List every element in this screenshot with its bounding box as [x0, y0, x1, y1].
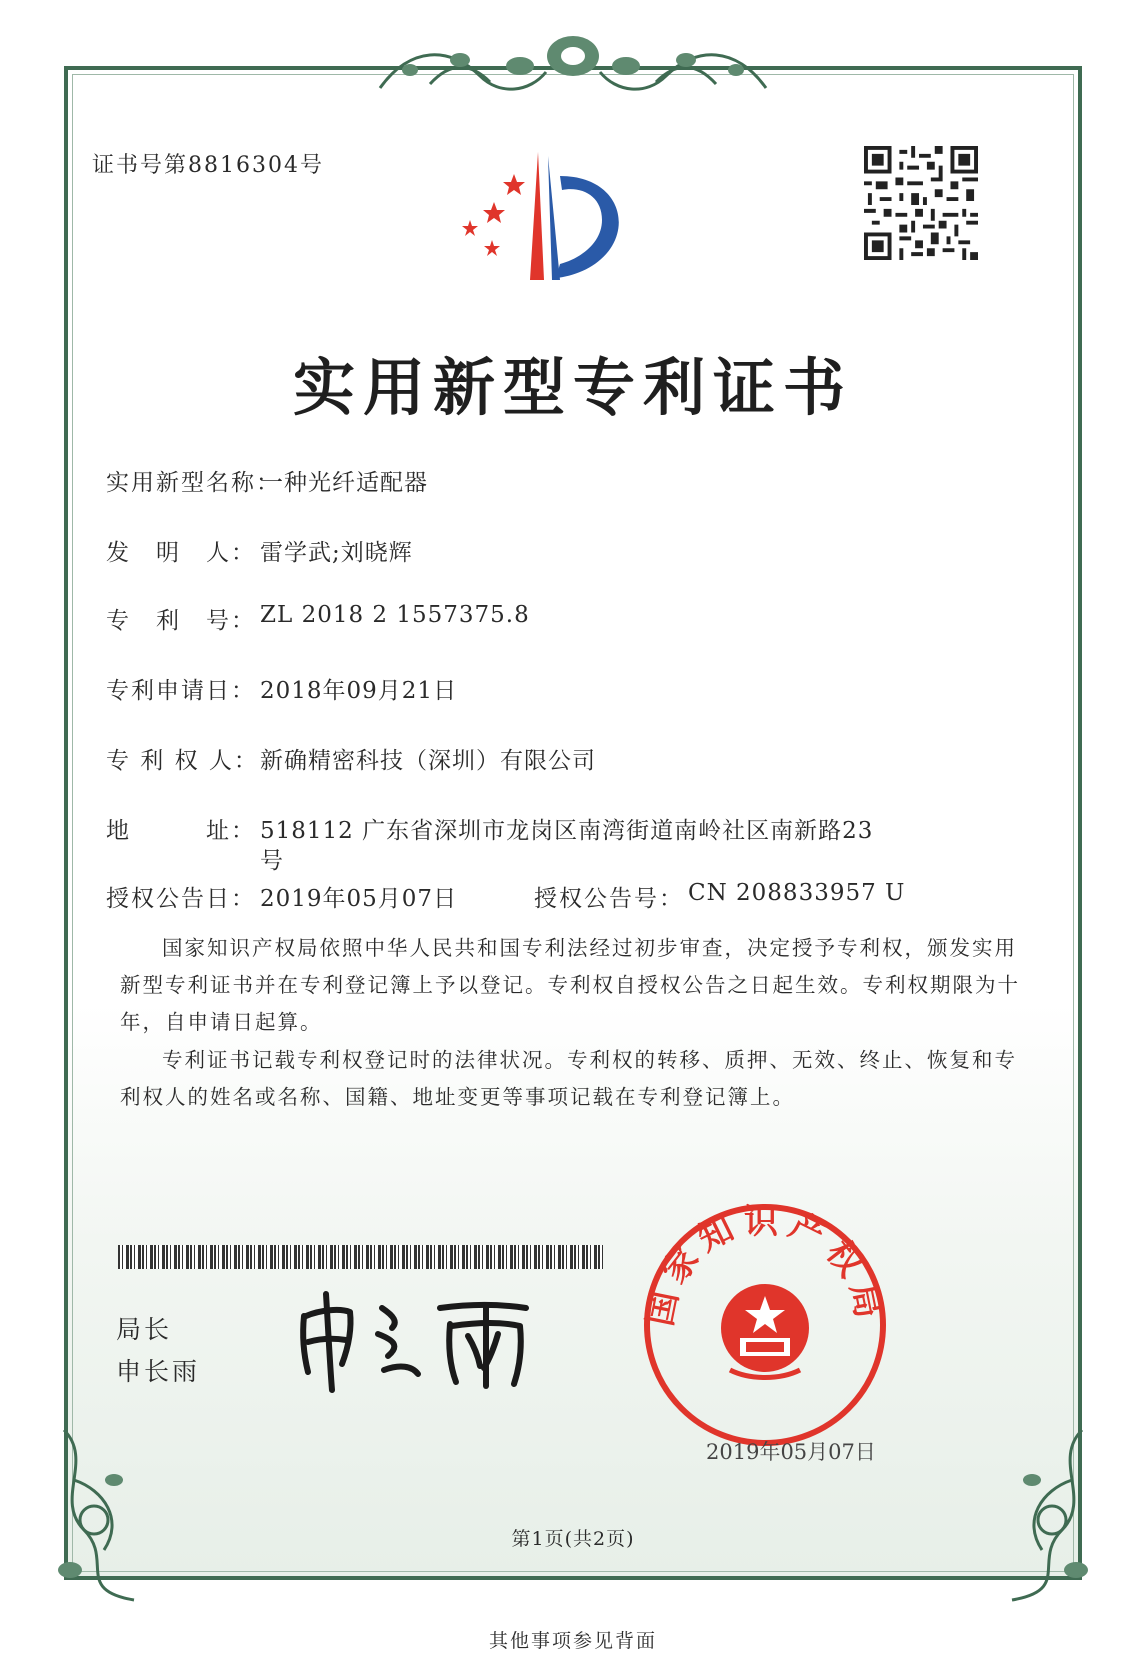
- grant-date-value: 2019年05月07日: [260, 886, 458, 912]
- qr-code-icon: [864, 146, 978, 260]
- legal-status-paragraph: 专利证书记载专利权登记时的法律状况。专利权的转移、质押、无效、终止、恢复和专利权人的姓名或名称、国籍、地址变更等事项记载在专利登记簿上。: [120, 1048, 1017, 1109]
- director-title: 局长: [116, 1315, 173, 1344]
- certificate-number: 证书号第8816304号: [92, 153, 324, 178]
- grant-number-label: 授权公告号：: [534, 886, 684, 912]
- utility-model-name-value: 一种光纤适配器: [260, 470, 428, 496]
- grant-statement-paragraph: 国家知识产权局依照中华人民共和国专利法经过初步审查，决定授予专利权，颁发实用新型专利证书并在专利登记簿上予以登记。专利权自授权公告之日起生效。专利权期限为十年，自申请日起算。: [120, 936, 1020, 1034]
- address-value-line1: 518112 广东省深圳市龙岗区南湾街道南岭社区南新路23: [260, 818, 874, 844]
- certificate-title: 实用新型专利证书: [292, 351, 853, 424]
- address-label: 地 址：: [106, 818, 256, 844]
- footer-note: 其他事项参见背面: [488, 1630, 657, 1652]
- inventor-value: 雷学武;刘晓辉: [260, 540, 413, 566]
- bottom-right-ornament-icon: [972, 1420, 1112, 1610]
- patentee-label: 专 利 权 人：: [106, 748, 259, 774]
- filing-date-value: 2018年09月21日: [260, 678, 458, 704]
- director-signature-icon: [290, 1286, 550, 1396]
- grant-date-label: 授权公告日：: [106, 886, 256, 912]
- patent-number-value: ZL 2018 2 1557375.8: [260, 602, 530, 628]
- inventor-label: 发 明 人：: [106, 540, 256, 566]
- official-seal-icon: [640, 1200, 890, 1450]
- page-indicator: 第1页(共2页): [511, 1528, 635, 1550]
- director-name: 申长雨: [116, 1357, 201, 1386]
- grant-number-value: CN 208833957 U: [688, 880, 906, 906]
- seal-date: 2019年05月07日: [706, 1440, 876, 1464]
- cnipa-logo-icon: [452, 146, 642, 286]
- patentee-value: 新确精密科技（深圳）有限公司: [260, 748, 596, 774]
- filing-date-label: 专利申请日：: [106, 678, 256, 704]
- barcode-icon: [118, 1245, 603, 1269]
- utility-model-name-label: 实用新型名称：: [106, 470, 281, 496]
- patent-number-label: 专 利 号：: [106, 608, 256, 634]
- address-value-line2: 号: [260, 848, 284, 874]
- bottom-left-ornament-icon: [34, 1420, 174, 1610]
- seal-text: 国家知识产权局: [640, 1202, 890, 1330]
- top-ornament-icon: [370, 26, 776, 106]
